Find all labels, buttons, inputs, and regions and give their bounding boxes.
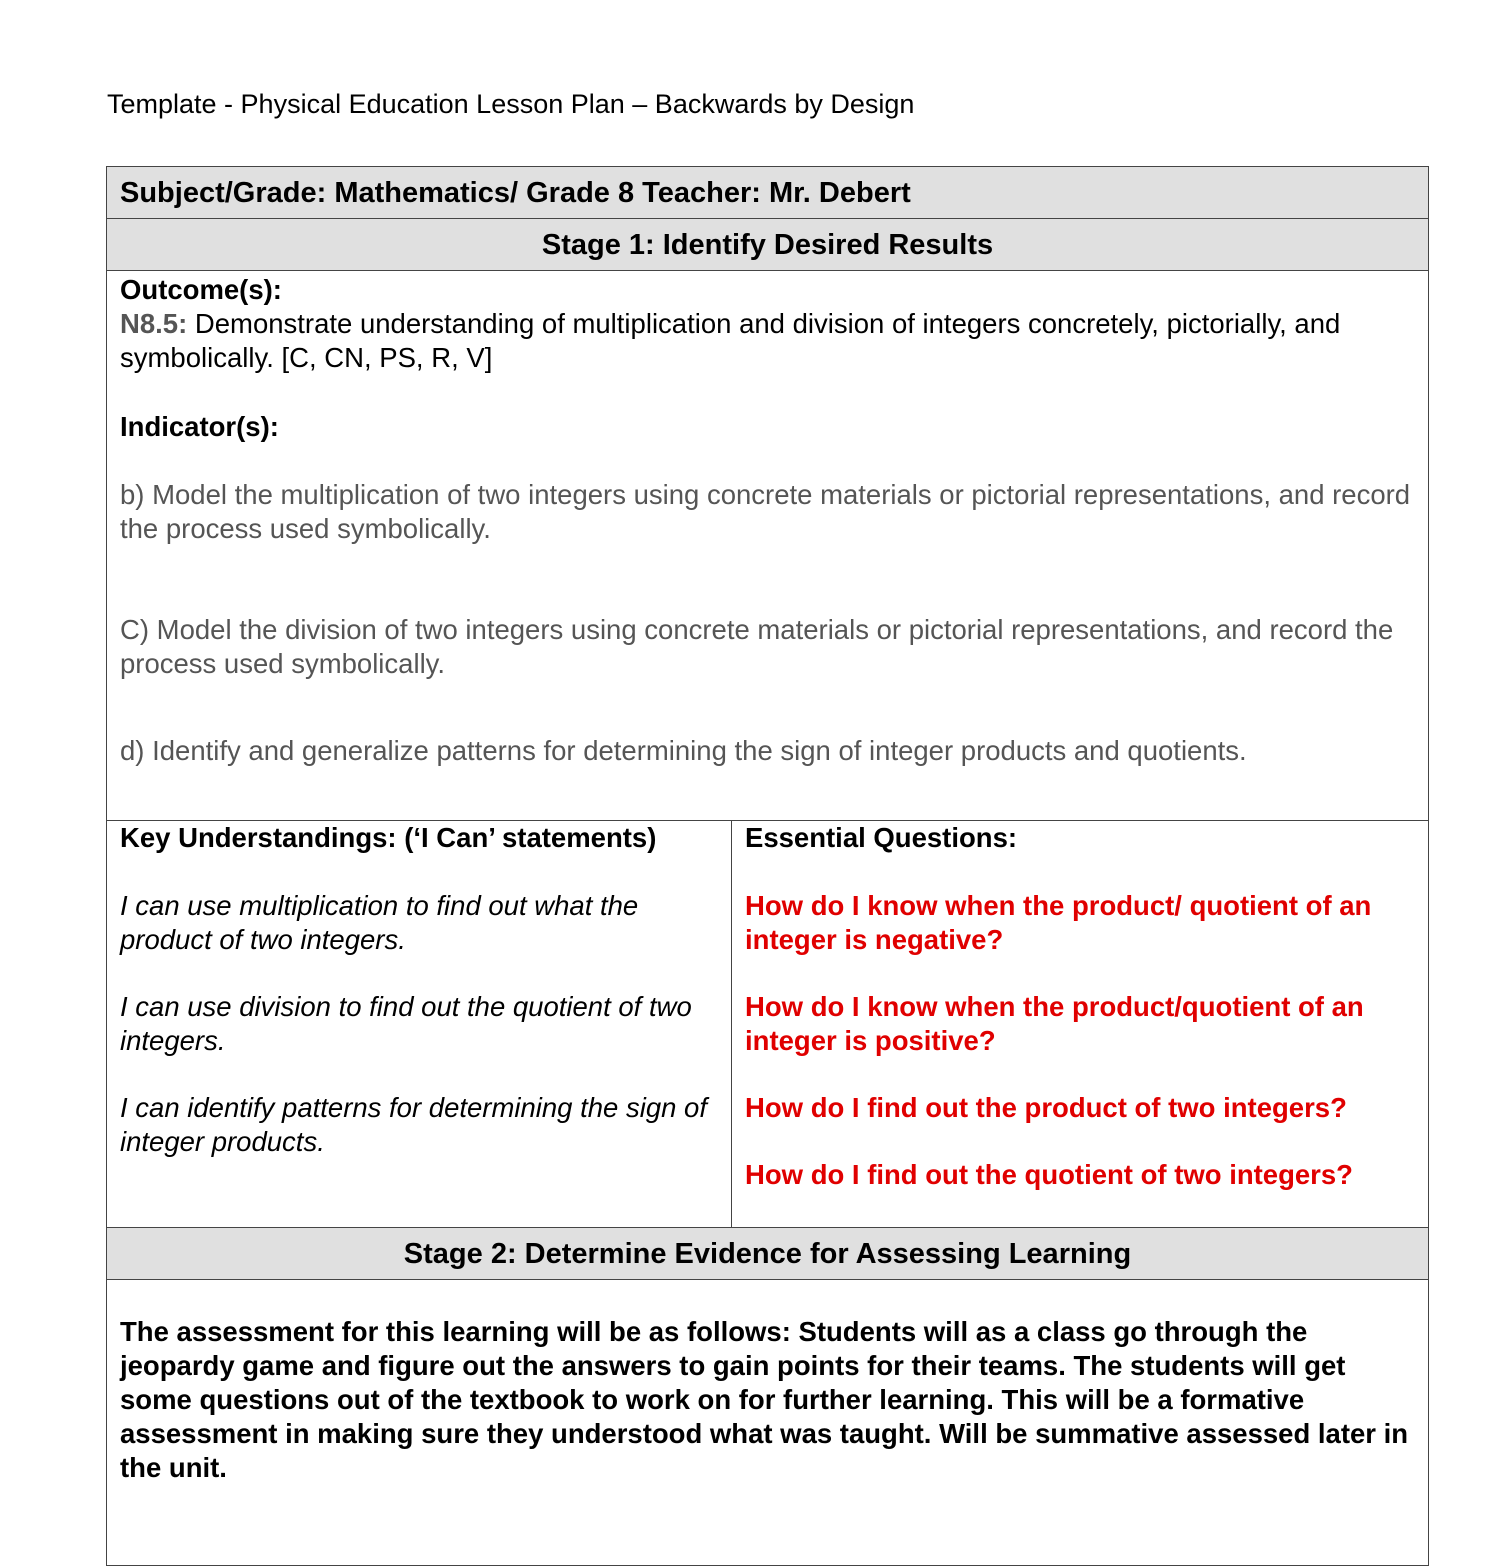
- essential-question: How do I find out the quotient of two integers?: [745, 1159, 1353, 1190]
- stage1-header: [107, 219, 1428, 271]
- outcome-code: N8.5:: [120, 308, 188, 339]
- indicator: C) Model the division of two integers using concrete materials or pictorial representations, and record the process used symbolically.: [120, 614, 1394, 679]
- key-understanding: I can use division to find out the quotient of two integers.: [120, 991, 692, 1056]
- essential-question: How do I know when the product/quotient of an integer is positive?: [745, 991, 1364, 1056]
- assessment-text: The assessment for this learning will be as follows: Students will as a class go through the jeopardy game and figure out the answers to gain points for their teams. The students will get some questions out of the textbook to work on for further learning. This will be a formative assessment in making sure they understood what was taught. Will be summative assessed later in the unit.: [120, 1316, 1409, 1483]
- essential-questions-label: Essential Questions:: [745, 822, 1018, 853]
- key-understanding: I can identify patterns for determining the sign of integer products.: [120, 1092, 707, 1157]
- column-divider: [731, 821, 732, 1228]
- stage1-title: Stage 1: Identify Desired Results: [541, 229, 994, 261]
- outcomes-label: Outcome(s):: [120, 274, 282, 305]
- indicators-label: Indicator(s):: [120, 411, 279, 442]
- essential-question: How do I know when the product/ quotient of an integer is negative?: [745, 890, 1372, 955]
- outcomes-section: [107, 271, 1428, 821]
- key-understanding: I can use multiplication to find out what the product of two integers.: [120, 890, 639, 955]
- indicator: b) Model the multiplication of two integers using concrete materials or pictorial representations, and record the process used symbolically.: [120, 479, 1411, 544]
- indicator: d) Identify and generalize patterns for determining the sign of integer products and quotients.: [120, 735, 1247, 766]
- subject-grade: Subject/Grade: Mathematics/ Grade 8 Teacher: Mr. Debert: [120, 177, 911, 209]
- key-understandings-label: Key Understandings: (‘I Can’ statements): [120, 822, 657, 853]
- outcome-text: [120, 307, 1410, 375]
- document-title: Template - Physical Education Lesson Plan – Backwards by Design: [107, 89, 915, 119]
- outcome-description: Demonstrate understanding of multiplication and division of integers concretely, pictorially, and symbolically. [C, CN, PS, R, V]: [120, 308, 1341, 373]
- stage2-title: Stage 2: Determine Evidence for Assessing Learning: [403, 1238, 1132, 1270]
- stage2-header: [107, 1228, 1428, 1280]
- outcomes-block: [120, 273, 1410, 375]
- lesson-plan-table: [106, 166, 1429, 1566]
- understandings-questions-row: [107, 821, 1428, 1228]
- subject-row: [107, 167, 1428, 219]
- essential-question: How do I find out the product of two integers?: [745, 1092, 1347, 1123]
